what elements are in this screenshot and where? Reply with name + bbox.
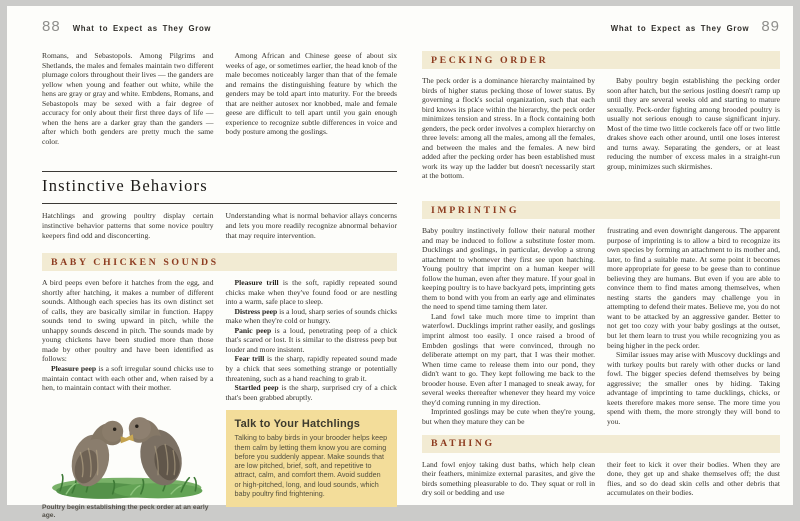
body-paragraph: Similar issues may arise with Muscovy ducklings and with turkey poults but rarely with other ducks or land fowl. The bigger species defend themselves by being aggressive; the smaller ones by hiding. Taking advantage of imprinting to tame ducklings, chicks, or keets therefore makes more sense. The more time you spend with them, the more strongly they will bond to you. <box>607 350 780 426</box>
page-right <box>400 6 793 505</box>
section-heading-instinctive-behaviors: Instinctive Behaviors <box>42 176 208 196</box>
body-paragraph: Fear trill is the sharp, rapidly repeated sound made by a chick that sees something strange or potentially threatening, such as a hand reaching to grab it. <box>225 354 397 383</box>
body-paragraph: frustrating and even downright dangerous. The apparent purpose of imprinting is to allow a bird to recognize its own species by forming an attachment to its mother and, later, to find a suitable mate. At some point it becomes more appropriate for geese to be geese than to continue believing they are humans. But even if you are able to convince them to find mates among themselves, when nesting starts the ganders may challenge you in attempting to defend their mates. Believe me, you do not want to be attacked by an aggressive gander. Better to not get too cozy with your baby goslings at the outset, but let them learn to trust you while recognizing you as being higher in the peck order. <box>607 226 780 350</box>
body-paragraph: Baby poultry begin establishing the pecking order soon after hatch, but the serious jostling doesn't ramp up until they are several weeks old and starting to mature sexually. Peck-order fighting among brooded poultry is usually not serious enough to cause significant injury. Most of the time two little cockerels face off or two little drakes shove each other around, until one loses interest and turns away. Separating the genders, or at least reducing the number of excess males in a straight-run group, minimizes such skirmishes. <box>607 76 780 171</box>
body-paragraph: A bird peeps even before it hatches from the egg, and shortly after hatching, it makes a number of different sounds. Although each species has its own distinct set of calls, they are basically similar in function. Happy sounds tend to swing upward in pitch, while the unhappy sounds descend in pitch. The sounds made by young chickens have been studied more than those made by other poultry and have been identified as follows: <box>42 278 214 364</box>
body-paragraph: their feet to kick it over their bodies. When they are done, they get up and shake themselves off; the dust flies, and so do dead skin cells and other debris that accumulates on their bodies. <box>607 459 780 498</box>
body-paragraph: Understanding what is normal behavior allays concerns and lets you more readily recognize abnormal behavior that may require intervention. <box>225 211 397 240</box>
baby-chicken-sounds-body <box>42 278 397 520</box>
ducklings-photo <box>42 398 214 521</box>
subsection-band-baby-chicken-sounds: BABY CHICKEN SOUNDS <box>42 253 397 271</box>
body-paragraph: Romans, and Sebastopols. Among Pilgrims and Shetlands, the males and females maintain two different plumage colors throughout their lives — the ganders are yellow when young and feather out white, while the hens are gray or gray and white. Embdens, Romans, and Sebastopols may be sexed with a fair degree of accuracy for only about their first three days of life — when the hens are a darker gray than the ganders — after which both genders are pretty much the same color. <box>42 51 214 146</box>
body-paragraph: Land fowl take much more time to imprint than waterfowl. Ducklings imprint rather easily, and goslings imprint almost too easily. I once raised a brood of Embden goslings that were convinced, through no deliberate attempt on my part, that I was their mother. When time came to release them into our pond, they didn't want to go. They kept following me back to the brooder house. Even after I managed to sneak away, for several weeks thereafter whenever they heard my voice they'd coming running in my direction. <box>422 311 595 407</box>
photo-caption: Poultry begin establishing the peck order at an early age. <box>42 503 209 520</box>
body-paragraph: Baby poultry instinctively follow their natural mother and may be induced to follow a substitute foster mom. Ducklings and goslings, in particular, develop a strong attachment to whomever they first see upon hatching. Young poultry that imprint on a human keeper will follow the human, even after they mature. If your goal in keeping poultry is to have backyard pets, imprinting gets them to bond with you from an early age and eliminates the need to spend time taming them later. <box>422 226 595 312</box>
body-paragraph: The peck order is a dominance hierarchy maintained by birds of higher status pecking those of lower status. By governing a flock's social organization, such that each bird knows its place within the hierarchy, the peck order minimizes tension and stress. In a flock containing both genders, the peck order involves a complex hierarchy on three levels: among all the males, among all the females, and between the males and the females. A new bird added after the pecking order has been established must work its way up the ladder but doesn't necessarily start at the bottom. <box>422 76 595 181</box>
subsection-band-imprinting: IMPRINTING <box>422 201 780 219</box>
pecking-order-body <box>422 76 780 181</box>
body-paragraph: Land fowl enjoy taking dust baths, which help clean their feathers, minimize external parasites, and give the birds something pleasurable to do. They squat or roll in dry soil or bedding and use <box>422 459 595 498</box>
page-number-right: 89 <box>761 18 780 35</box>
page-left <box>7 6 400 520</box>
body-paragraph: Pleasure trill is the soft, rapidly repeated sound chicks make when they've found food or are nestling into a warm, safe place to sleep. <box>225 278 397 307</box>
body-paragraph: Imprinted goslings may be cute when they're young, but when they mature they can be <box>422 407 595 426</box>
callout-title: Talk to Your Hatchlings <box>234 418 361 431</box>
bathing-body <box>422 460 780 498</box>
top-continuation-text <box>42 51 397 146</box>
section-intro <box>42 211 397 240</box>
running-header-left <box>42 18 397 35</box>
body-paragraph: Among African and Chinese geese of about six weeks of age, or sometimes earlier, the head knob of the male becomes noticeably larger than that of the female and remains the distinguishing feature by which the genders may be told apart into maturity. For the breeds that are neither autosex nor knobbed, male and female geese are difficult to tell apart until you gain enough experience to recognize subtle differences in voice and body posture among the goslings. <box>225 51 397 137</box>
body-paragraph: Panic peep is a loud, penetrating peep of a chick that's scared or lost. It is similar to the distress peep but louder and more insistent. <box>225 325 398 354</box>
running-head-title: What to Expect as They Grow <box>610 24 750 33</box>
subsection-band-pecking-order: PECKING ORDER <box>422 51 780 69</box>
body-paragraph: Hatchlings and growing poultry display certain instinctive behavior patterns that some novice poultry keepers find odd and disconcerting. <box>42 211 214 240</box>
ducklings-illustration-svg <box>42 398 214 501</box>
body-paragraph: Startled peep is the sharp, surprised cry of a chick that's been grabbed abruptly. <box>225 383 397 402</box>
imprinting-body <box>422 226 780 426</box>
running-header-right <box>422 18 780 35</box>
chapter-section-rule <box>42 171 397 204</box>
running-head-title: What to Expect as They Grow <box>72 24 212 33</box>
callout-box-talk-to-your-hatchlings <box>226 410 398 507</box>
page-number-left: 88 <box>42 18 61 35</box>
body-paragraph: Distress peep is a loud, sharp series of sounds chicks make when they're cold or hungry. <box>225 306 397 326</box>
subsection-band-bathing: BATHING <box>422 435 780 453</box>
body-paragraph: Pleasure peep is a soft irregular sound chicks use to maintain contact with each other and, when raised by a hen, to maintain contact with their mother. <box>42 364 214 393</box>
book-spread <box>7 6 793 520</box>
callout-body: Talking to baby birds in your brooder helps keep them calm by letting them know you are coming before you suddenly appear. Make sounds that are low pitched, brief, soft, and repetitive to attract, calm, and comfort them. Avoid sudden or high-pitched, long, and loud sounds, which baby poultry find frightening. <box>234 433 388 498</box>
